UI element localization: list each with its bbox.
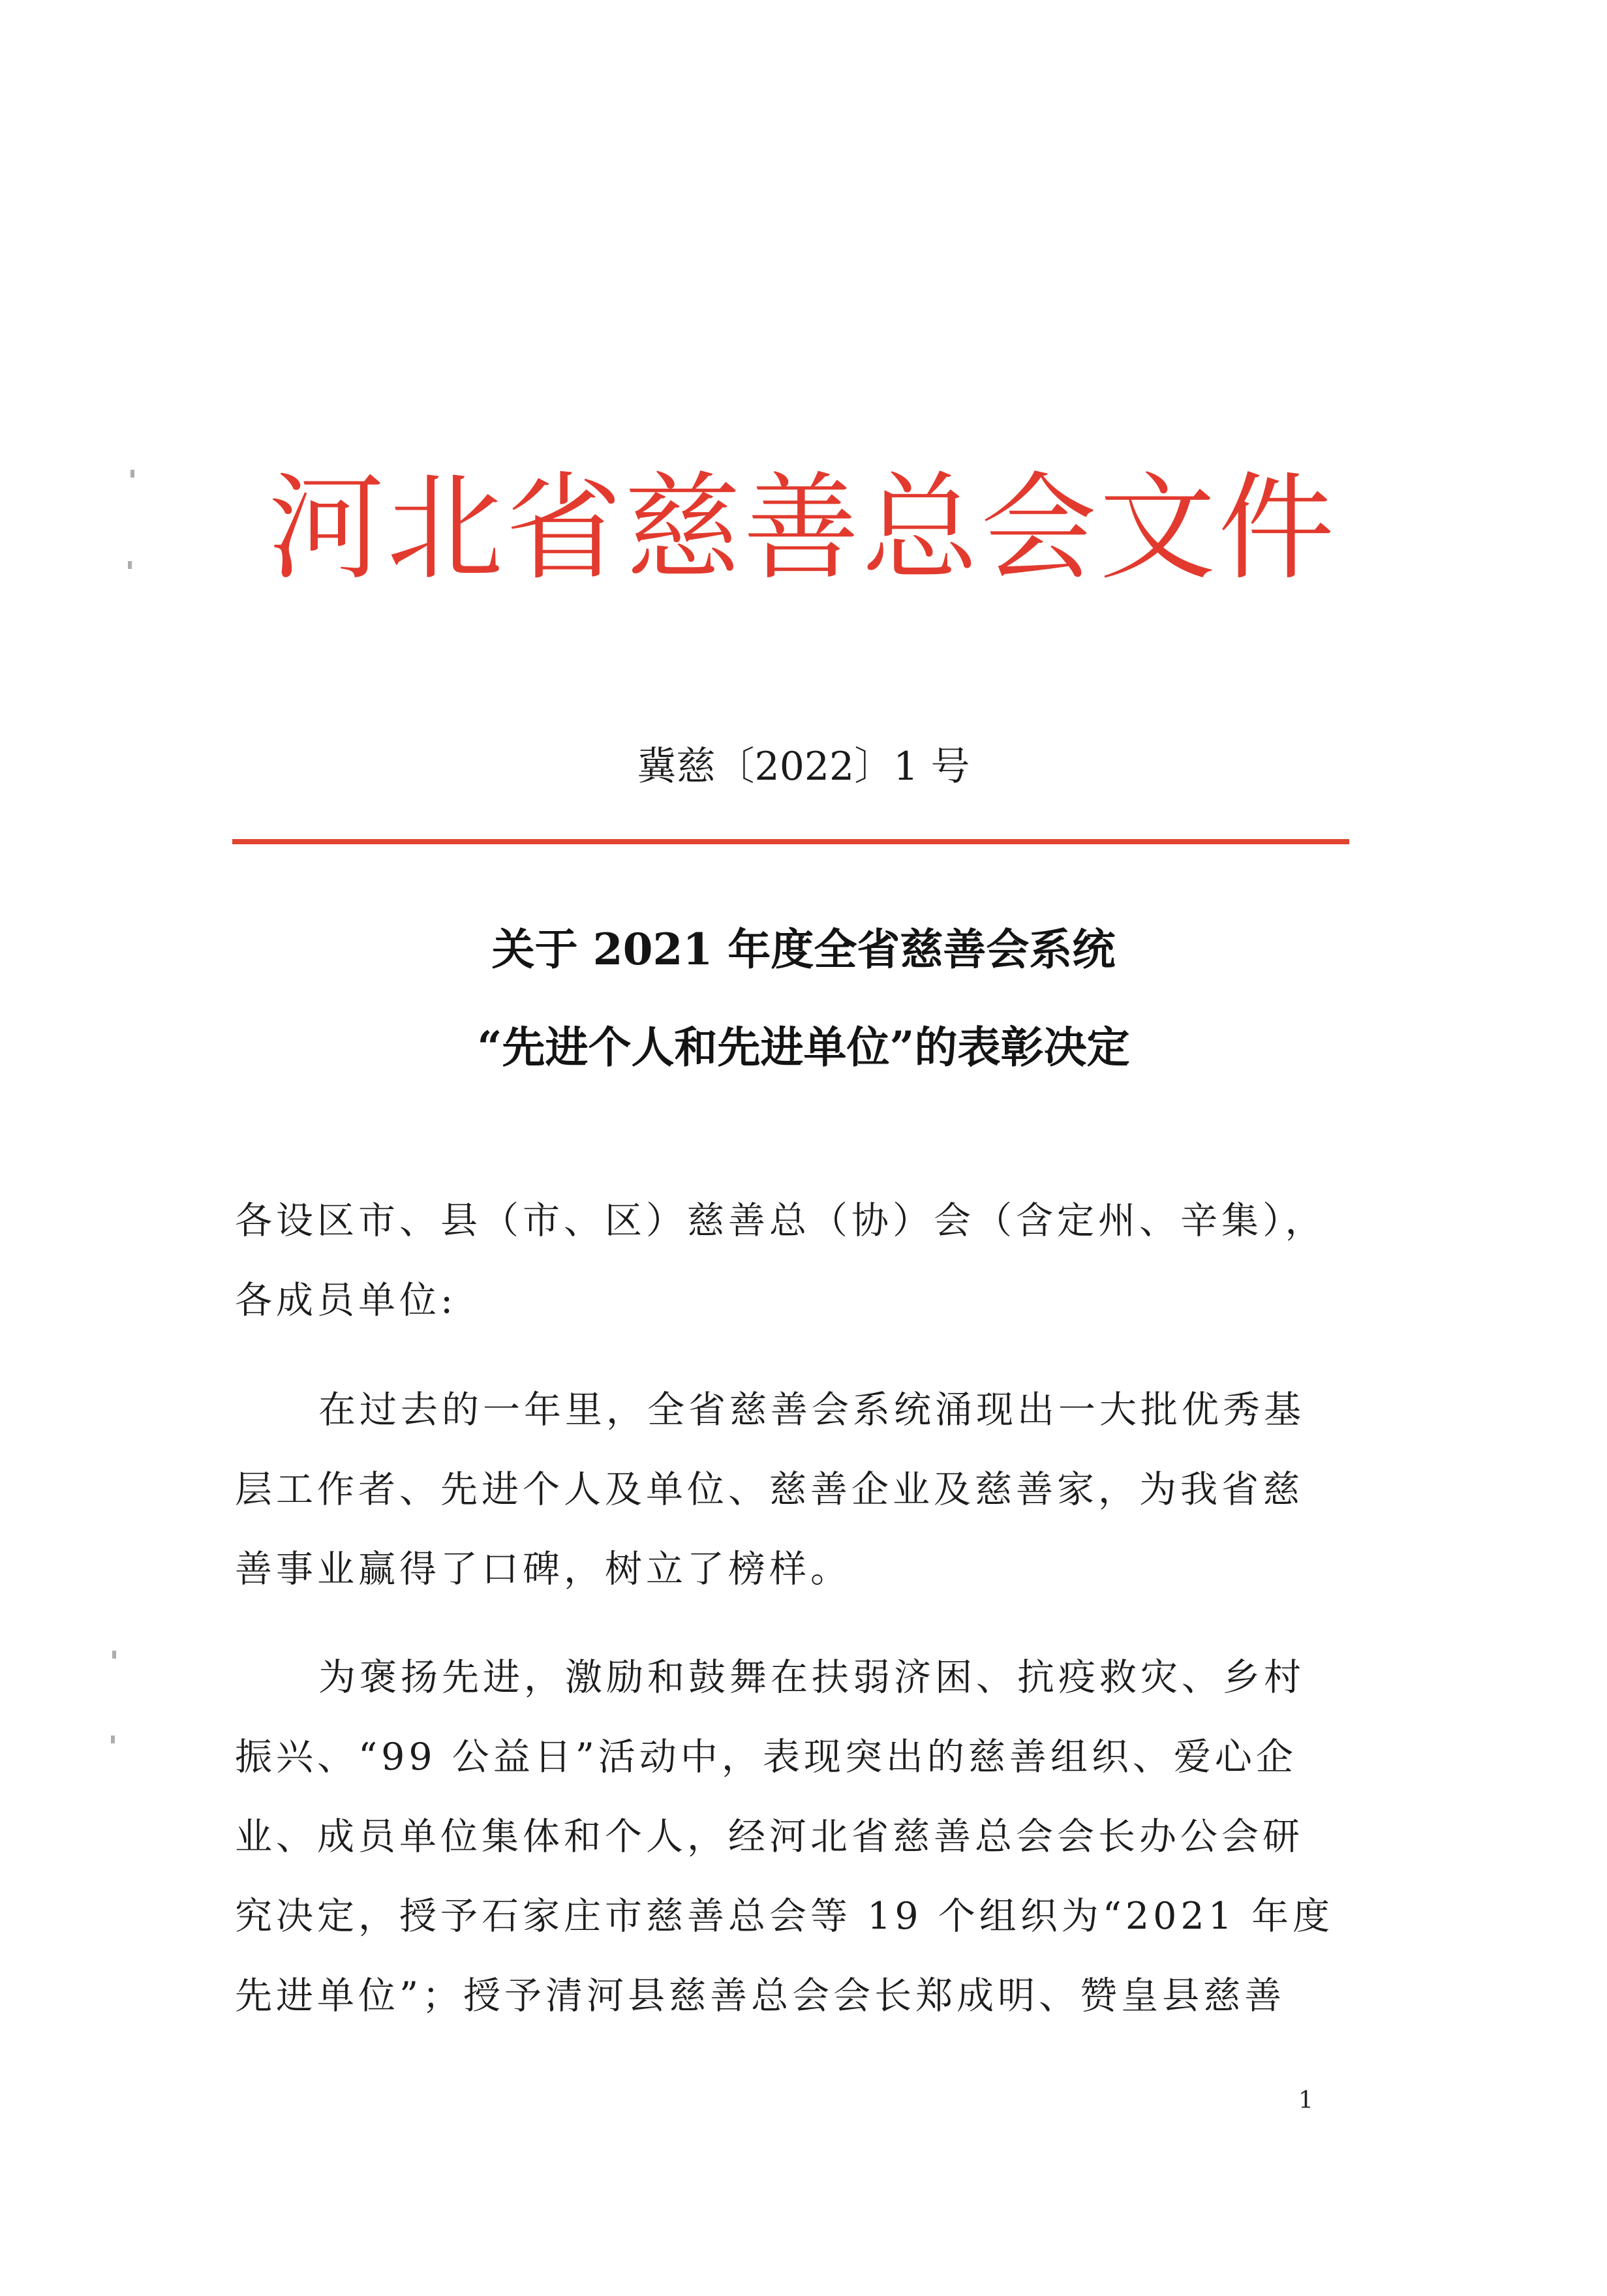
document-number: 冀慈〔2022〕1 号: [637, 744, 970, 789]
document-title-line-1: 关于 2021 年度全省慈善会系统: [491, 924, 1116, 975]
paragraph-line: 层工作者、先进个人及单位、慈善企业及慈善家，为我省慈: [235, 1468, 1304, 1511]
paragraph-line: 振兴、“99 公益日”活动中，表现突出的慈善组织、爱心企: [235, 1736, 1297, 1779]
red-divider-line: [232, 839, 1349, 844]
scan-artifact: [130, 470, 134, 478]
paragraph-line: 业、成员单位集体和个人，经河北省慈善总会会长办公会研: [235, 1815, 1304, 1858]
page-number: 1: [1298, 2087, 1313, 2114]
paragraph-line: 究决定，授予石家庄市慈善总会等 19 个组织为“2021 年度: [235, 1895, 1334, 1938]
salutation-line-1: 各设区市、县（市、区）慈善总（协）会（含定州、辛集），: [235, 1199, 1326, 1242]
document-title-line-2: “先进个人和先进单位”的表彰决定: [477, 1022, 1130, 1073]
paragraph-2: [235, 1638, 1344, 2036]
scan-artifact: [111, 1736, 115, 1743]
scan-artifact: [112, 1651, 116, 1659]
paragraph-line: 在过去的一年里，全省慈善会系统涌现出一大批优秀基: [318, 1388, 1305, 1431]
salutation: [235, 1181, 1344, 1340]
paragraph-line: 先进单位”；授予清河县慈善总会会长郑成明、赞皇县慈善: [235, 1974, 1286, 2017]
paragraph-1: [235, 1370, 1344, 1609]
salutation-line-2: 各成员单位:: [235, 1279, 457, 1322]
paragraph-line: 善事业赢得了口碑，树立了榜样。: [235, 1548, 851, 1591]
scan-artifact: [128, 561, 132, 569]
paragraph-line: 为褒扬先进，激励和鼓舞在扶弱济困、抗疫救灾、乡村: [318, 1656, 1305, 1699]
issuer-header-title: 河北省慈善总会文件: [268, 461, 1337, 596]
